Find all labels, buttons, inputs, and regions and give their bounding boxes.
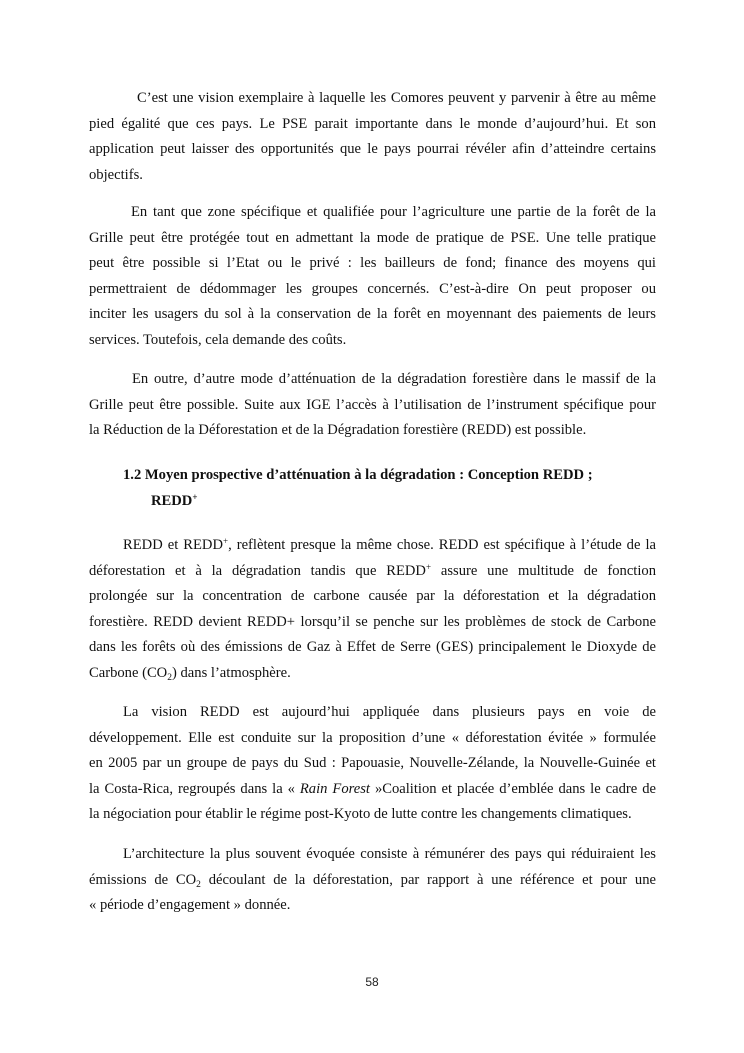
- text-line: permettraient de dédommager les groupes concernés. C’est-à-dire On peut proposer ou: [89, 280, 656, 297]
- text-line: La vision REDD est aujourd’hui appliquée dans plusieurs pays en voie de: [123, 704, 656, 720]
- text-line: services. Toutefois, cela demande des coûts.: [89, 331, 347, 348]
- paragraph-1: [89, 86, 656, 188]
- text-line: « période d’engagement » donnée.: [89, 897, 291, 914]
- paragraph-5: [89, 700, 656, 828]
- text-line: pied égalité que ces pays. Le PSE parait importante dans le monde d’aujourd’hui. Et son: [89, 115, 656, 132]
- subscript: 2: [167, 672, 172, 683]
- superscript: +: [222, 536, 229, 546]
- section-heading: [123, 463, 663, 514]
- text-line: inciter les usagers du sol à la conservation de la forêt en moyennant des paiements de leurs: [89, 306, 656, 323]
- text-run: déforestation et à la dégradation tandis que REDD: [89, 562, 426, 579]
- text-line: Grille peut être possible. Suite aux IGE l’accès à l’utilisation de l’instrument spécifique pour: [89, 396, 656, 413]
- paragraph-3: [89, 367, 656, 444]
- text-line: en 2005 par un groupe de pays du Sud : Papouasie, Nouvelle-Zélande, la Nouvelle-Guinée et: [89, 755, 656, 772]
- text-run: ) dans l’atmosphère.: [171, 664, 291, 681]
- text-run: REDD et REDD: [123, 537, 223, 553]
- text-line: En outre, d’autre mode d’atténuation de la dégradation forestière dans le massif de la: [132, 371, 656, 387]
- text-line: [89, 661, 656, 687]
- text-run: émissions de CO: [89, 871, 197, 888]
- text-line: [89, 559, 656, 585]
- text-line: [89, 533, 656, 559]
- text-line: Grille peut être protégée tout en admettant la mode de pratique de PSE. Une telle pratique: [89, 229, 656, 246]
- text-line: la négociation pour établir le régime post-Kyoto de lutte contre les changements climatiques.: [89, 806, 632, 823]
- text-line: L’architecture la plus souvent évoquée consiste à rémunérer des pays qui réduiraient les: [123, 846, 656, 862]
- text-line: prolongée sur la concentration de carbone causée par la déforestation et la dégradation: [89, 588, 656, 605]
- paragraph-6: [89, 842, 656, 919]
- page-number: 58: [365, 975, 379, 989]
- text-line: peut être possible si l’Etat ou le privé : les bailleurs de fond; finance des moyens qui: [89, 255, 656, 272]
- text-run: la Costa-Rica, regroupés dans la «: [89, 780, 300, 797]
- text-line: dans les forêts où des émissions de Gaz à Effet de Serre (GES) principalement le Dioxyde de: [89, 639, 656, 656]
- text-line: forestière. REDD devient REDD+ lorsqu’il se penche sur les problèmes de stock de Carbone: [89, 613, 656, 630]
- paragraph-2: [89, 200, 656, 354]
- superscript: +: [425, 561, 432, 572]
- text-line: développement. Elle est conduite sur la proposition d’une « déforestation évitée » formulée: [89, 729, 656, 746]
- italic-text: Rain Forest: [299, 780, 370, 797]
- text-line: En tant que zone spécifique et qualifiée pour l’agriculture une partie de la forêt de la: [131, 204, 656, 220]
- text-run: »Coalition et placée d’emblée dans le cadre de: [369, 780, 656, 797]
- text-run: Carbone (CO: [89, 664, 168, 681]
- heading-line: 1.2 Moyen prospective d’atténuation à la dégradation : Conception REDD ;: [123, 467, 593, 483]
- text-run: , reflètent presque la même chose. REDD est spécifique à l’étude de la: [228, 537, 656, 553]
- text-line: C’est une vision exemplaire à laquelle les Comores peuvent y parvenir à être au même: [137, 90, 656, 106]
- heading-text: REDD: [151, 492, 193, 509]
- heading-line: [123, 489, 663, 515]
- text-line: la Réduction de la Déforestation et de la Dégradation forestière (REDD) est possible.: [89, 422, 587, 439]
- text-run: assure une multitude de fonction: [431, 562, 656, 579]
- text-line: [89, 777, 656, 803]
- text-line: objectifs.: [89, 166, 143, 183]
- text-line: application peut laisser des opportunités que le pays pourrai révéler afin d’atteindre certains: [89, 141, 656, 158]
- text-run: découlant de la déforestation, par rapport à une référence et pour une: [200, 871, 656, 888]
- subscript: 2: [196, 879, 201, 890]
- text-line: [89, 868, 656, 894]
- superscript: +: [192, 491, 198, 502]
- paragraph-4: [89, 533, 656, 687]
